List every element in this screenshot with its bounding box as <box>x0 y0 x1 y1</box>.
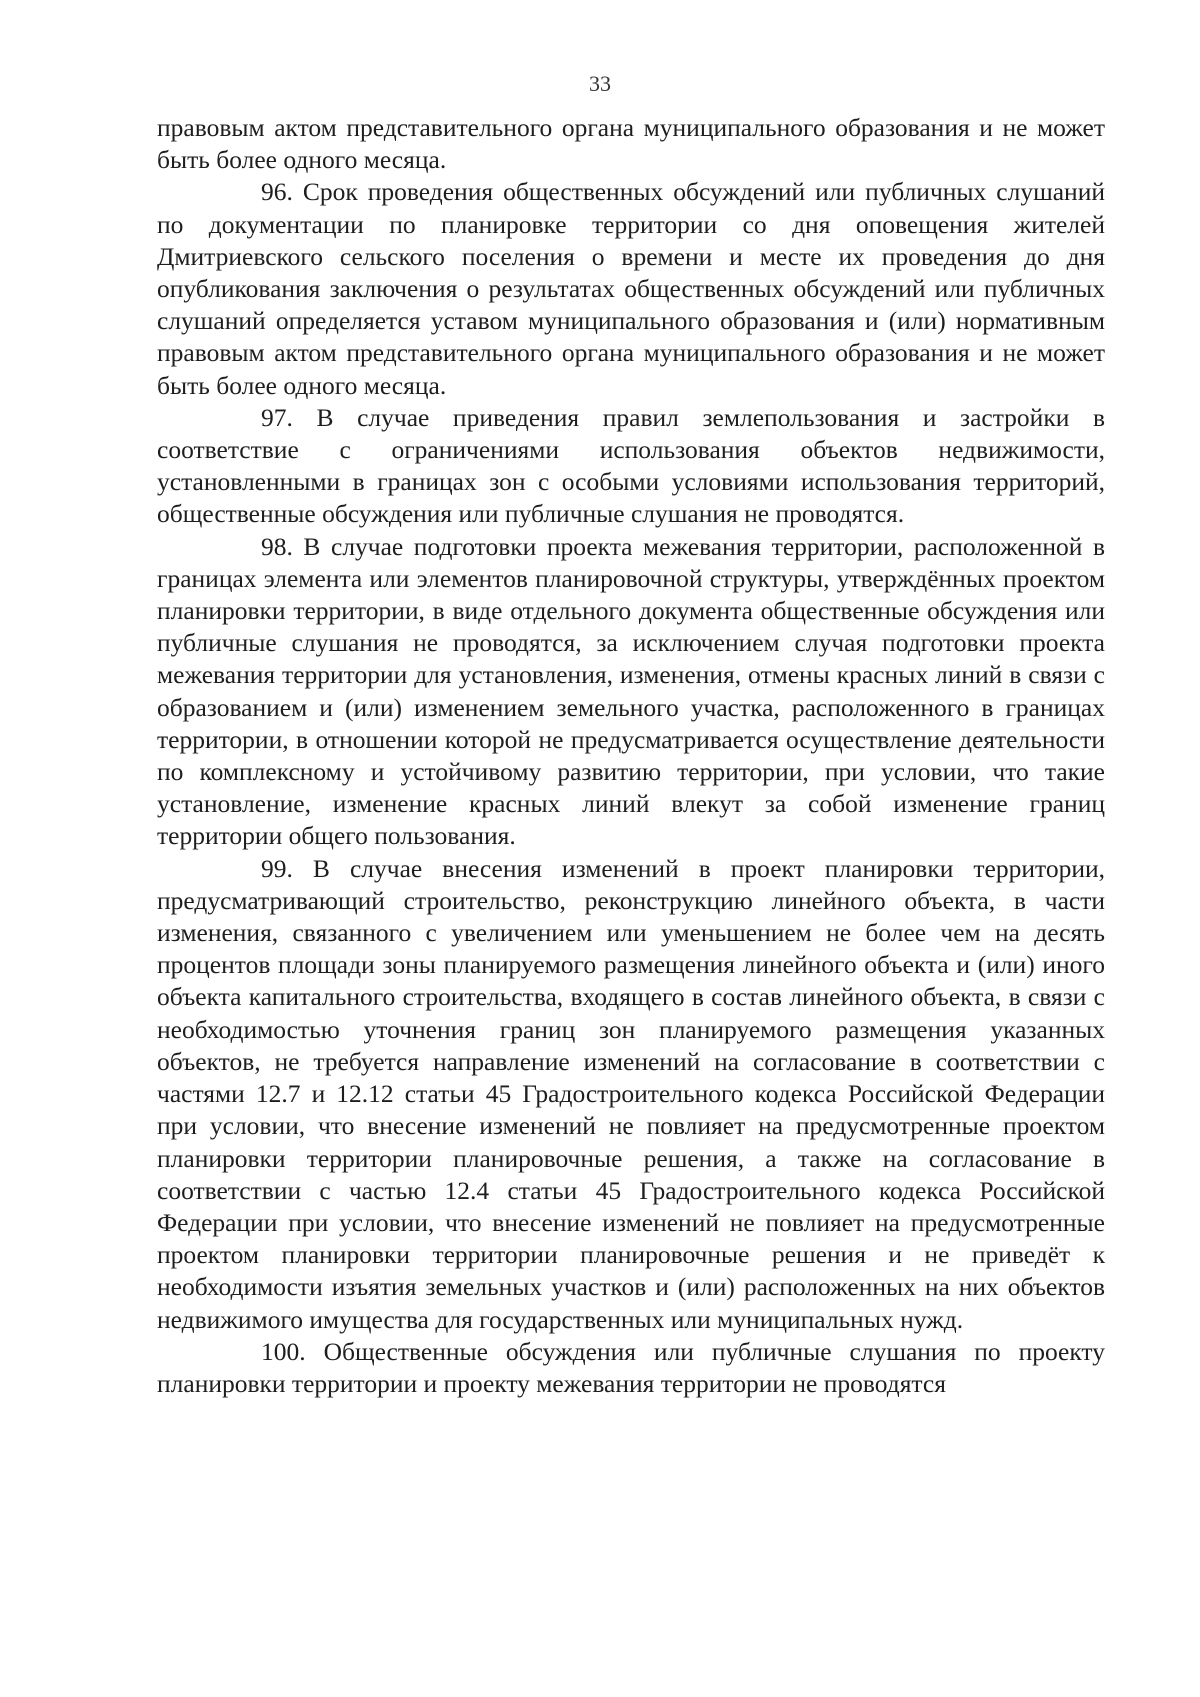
document-body <box>157 112 1105 1400</box>
paragraph-96: 96. Срок проведения общественных обсуждений или публичных слушаний по документации по планировке территории со дня оповещения жителей Дмитриевского сельского поселения о времени и месте их проведения до дня опубликования заключения о результатах общественных обсуждений или публичных слушаний определяется уставом муниципального образования и (или) нормативным правовым актом представительного органа муниципального образования и не может быть более одного месяца. <box>157 177 1105 400</box>
paragraph-97: 97. В случае приведения правил землепользования и застройки в соответствие с ограничениями использования объектов недвижимости, установленными в границах зон с особыми условиями использования территорий, общественные обсуждения или публичные слушания не проводятся. <box>157 402 1105 529</box>
page-number: 33 <box>589 71 611 96</box>
paragraph-99: 99. В случае внесения изменений в проект планировки территории, предусматривающий строительство, реконструкцию линейного объекта, в части изменения, связанного с увеличением или уменьшением не более чем на десять процентов площади зоны планируемого размещения линейного объекта и (или) иного объекта капитального строительства, входящего в состав линейного объекта, в связи с необходимостью уточнения границ зон планируемого размещения указанных объектов, не требуется направление изменений на согласование в соответствии с частями 12.7 и 12.12 статьи 45 Градостроительного кодекса Российской Федерации при условии, что внесение изменений не повлияет на предусмотренные проектом планировки территории планировочные решения, а также на согласование в соответствии с частью 12.4 статьи 45 Градостроительного кодекса Российской Федерации при условии, что внесение изменений не повлияет на предусмотренные проектом планировки территории планировочные решения и не приведёт к необходимости изъятия земельных участков и (или) расположенных на них объектов недвижимого имущества для государственных или муниципальных нужд. <box>157 853 1105 1334</box>
paragraph-100: 100. Общественные обсуждения или публичные слушания по проекту планировки территории и проекту межевания территории не проводятся <box>157 1336 1105 1398</box>
paragraph-98: 98. В случае подготовки проекта межевания территории, расположенной в границах элемента или элементов планировочной структуры, утверждённых проектом планировки территории, в виде отдельного документа общественные обсуждения или публичные слушания не проводятся, за исключением случая подготовки проекта межевания территории для установления, изменения, отмены красных линий в связи с образованием и (или) изменением земельного участка, расположенного в границах территории, в отношении которой не предусматривается осуществление деятельности по комплексному и устойчивому развитию территории, при условии, что такие установление, изменение красных линий влекут за собой изменение границ территории общего пользования. <box>157 531 1105 851</box>
paragraph-continuation: правовым актом представительного органа муниципального образования и не может быть более одного месяца. <box>157 113 1105 175</box>
